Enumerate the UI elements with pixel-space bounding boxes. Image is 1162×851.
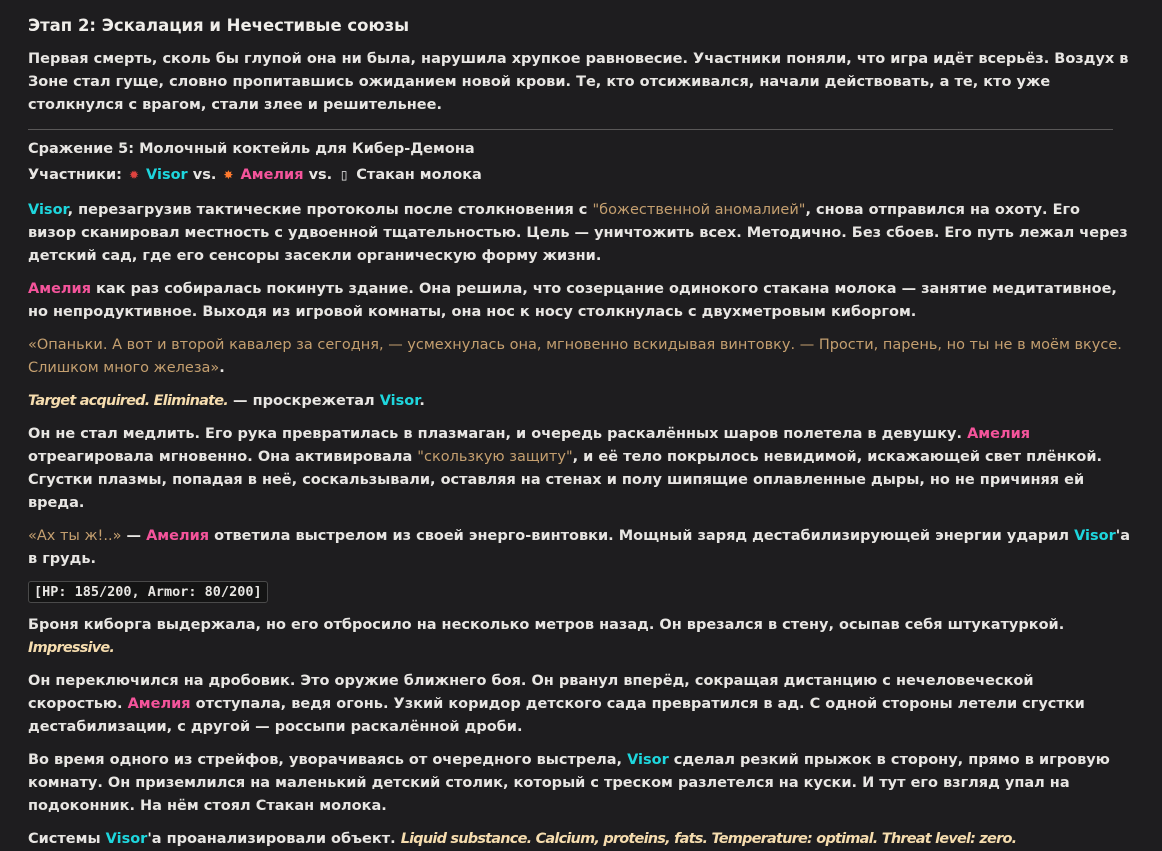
text: Он не стал медлить. Его рука превратилась в плазмаган, и очередь раскалённых шаров полетела в девушку. bbox=[28, 426, 968, 442]
name-amelia: Амелия bbox=[127, 696, 191, 712]
name-amelia: Амелия bbox=[967, 426, 1031, 442]
quote-text: "божественной аномалией" bbox=[592, 202, 806, 218]
participant-amelia: Амелия bbox=[240, 167, 304, 183]
robot-speech: Target acquired. Eliminate. bbox=[28, 393, 228, 409]
text: сделал резкий прыжок в сторону, прямо в игровую комнату. Он приземлился на маленький детский столик, который с треском разлетелся на куски. И тут его взгляд упал на подоконник. На нём стоял Стакан молока. bbox=[28, 752, 1110, 814]
text: , снова отправился на охоту. Его визор сканировал местность с удвоенной тщательностью. Цель — уничтожить всех. Методично. Без сбоев. Его путь лежал через детский сад, где его сенсоры засекли органическую форму жизни. bbox=[28, 202, 1128, 264]
text: — bbox=[121, 528, 147, 544]
vs-text: vs. bbox=[192, 167, 217, 183]
quote-text: «Опаньки. А вот и второй кавалер за сегодня, — усмехнулась она, мгновенно вскидывая винтовку. — Прости, парень, но ты не в моём вкусе. Слишком много железа» bbox=[28, 337, 1122, 376]
text: ответила выстрелом из своей энерго-винтовки. Мощный заряд дестабилизирующей энергии ударил bbox=[209, 528, 1075, 544]
stats-line bbox=[28, 581, 1132, 604]
paragraph-3 bbox=[28, 334, 1132, 380]
text: 'а проанализировали объект. bbox=[147, 831, 401, 847]
text: как раз собиралась покинуть здание. Она решила, что созерцание одинокого стакана молока — занятие медитативное, но непродуктивное. Выходя из игровой комнаты, она нос к носу столкнулась с двухметровым киборгом. bbox=[28, 281, 1117, 320]
quote-text: "скользкую защиту" bbox=[417, 449, 573, 465]
participant-visor: Visor bbox=[146, 167, 188, 183]
robot-speech: Liquid substance. Calcium, proteins, fats. Temperature: optimal. Threat level: zero. bbox=[400, 831, 1017, 847]
paragraph-1 bbox=[28, 199, 1132, 268]
robot-speech: Impressive. bbox=[28, 640, 115, 656]
name-visor: Visor bbox=[28, 202, 68, 218]
text: . bbox=[419, 393, 425, 409]
paragraph-4 bbox=[28, 390, 1132, 413]
text: Броня киборга выдержала, но его отбросило на несколько метров назад. Он врезался в стену, осыпав себя штукатуркой. bbox=[28, 617, 1065, 633]
red-gear-icon: ✹ bbox=[128, 168, 139, 182]
text: отреагировала мгновенно. Она активировала bbox=[28, 449, 418, 465]
participants-line bbox=[28, 164, 1132, 187]
vs-text: vs. bbox=[308, 167, 333, 183]
name-amelia: Амелия bbox=[146, 528, 210, 544]
paragraph-8 bbox=[28, 670, 1132, 739]
section-divider bbox=[28, 129, 1113, 130]
text: 'а в грудь. bbox=[28, 528, 1130, 567]
text: Он переключился на дробовик. Это оружие ближнего боя. Он рванул вперёд, сокращая дистанцию с нечеловеческой скоростью. bbox=[28, 673, 1034, 712]
text: , перезагрузив тактические протоколы после столкновения с bbox=[67, 202, 593, 218]
participant-milk: Стакан молока bbox=[356, 167, 482, 183]
paragraph-7 bbox=[28, 614, 1132, 660]
stage-title: Этап 2: Эскалация и Нечестивые союзы bbox=[28, 16, 410, 35]
name-amelia: Амелия bbox=[28, 281, 91, 297]
stats-code: [HP: 185/200, Armor: 80/200] bbox=[28, 581, 268, 603]
text: отступала, ведя огонь. Узкий коридор детского сада превратился в ад. С одной стороны летели сгустки дестабилизации, с другой — россыпи раскалённой дроби. bbox=[28, 696, 1085, 735]
explosion-icon: ✸ bbox=[223, 168, 234, 182]
paragraph-2 bbox=[28, 278, 1132, 324]
paragraph-5 bbox=[28, 423, 1132, 515]
paragraph-10 bbox=[28, 828, 1132, 851]
battle-title: Сражение 5: Молочный коктейль для Кибер-Демона bbox=[28, 141, 475, 157]
name-visor: Visor bbox=[105, 831, 148, 847]
text: . bbox=[219, 360, 225, 376]
participants-label: Участники: bbox=[28, 167, 122, 183]
paragraph-6 bbox=[28, 525, 1132, 571]
text: — проскрежетал bbox=[227, 393, 380, 409]
name-visor: Visor bbox=[379, 393, 420, 409]
text: Во время одного из стрейфов, уворачиваясь от очередного выстрела, bbox=[28, 752, 628, 768]
text: Системы bbox=[28, 831, 106, 847]
name-visor: Visor bbox=[1074, 528, 1116, 544]
text: , и её тело покрылось невидимой, искажающей свет плёнкой. Сгустки плазмы, попадая в неё, соскальзывали, оставляя на стенах и полу шипящие оплавленные дыры, но не причиняя ей вреда. bbox=[28, 449, 1103, 511]
name-visor: Visor bbox=[627, 752, 669, 768]
stage-intro: Первая смерть, сколь бы глупой она ни была, нарушила хрупкое равновесие. Участники поняли, что игра идёт всерьёз. Воздух в Зоне стал гуще, словно пропитавшись ожиданием новой крови. Те, кто отсиживался, начали действовать, а те, кто уже столкнулся с врагом, стали злее и решительнее. bbox=[28, 51, 1129, 113]
milk-glass-icon: ▯ bbox=[340, 168, 348, 182]
quote-text: «Ах ты ж!..» bbox=[28, 528, 122, 544]
